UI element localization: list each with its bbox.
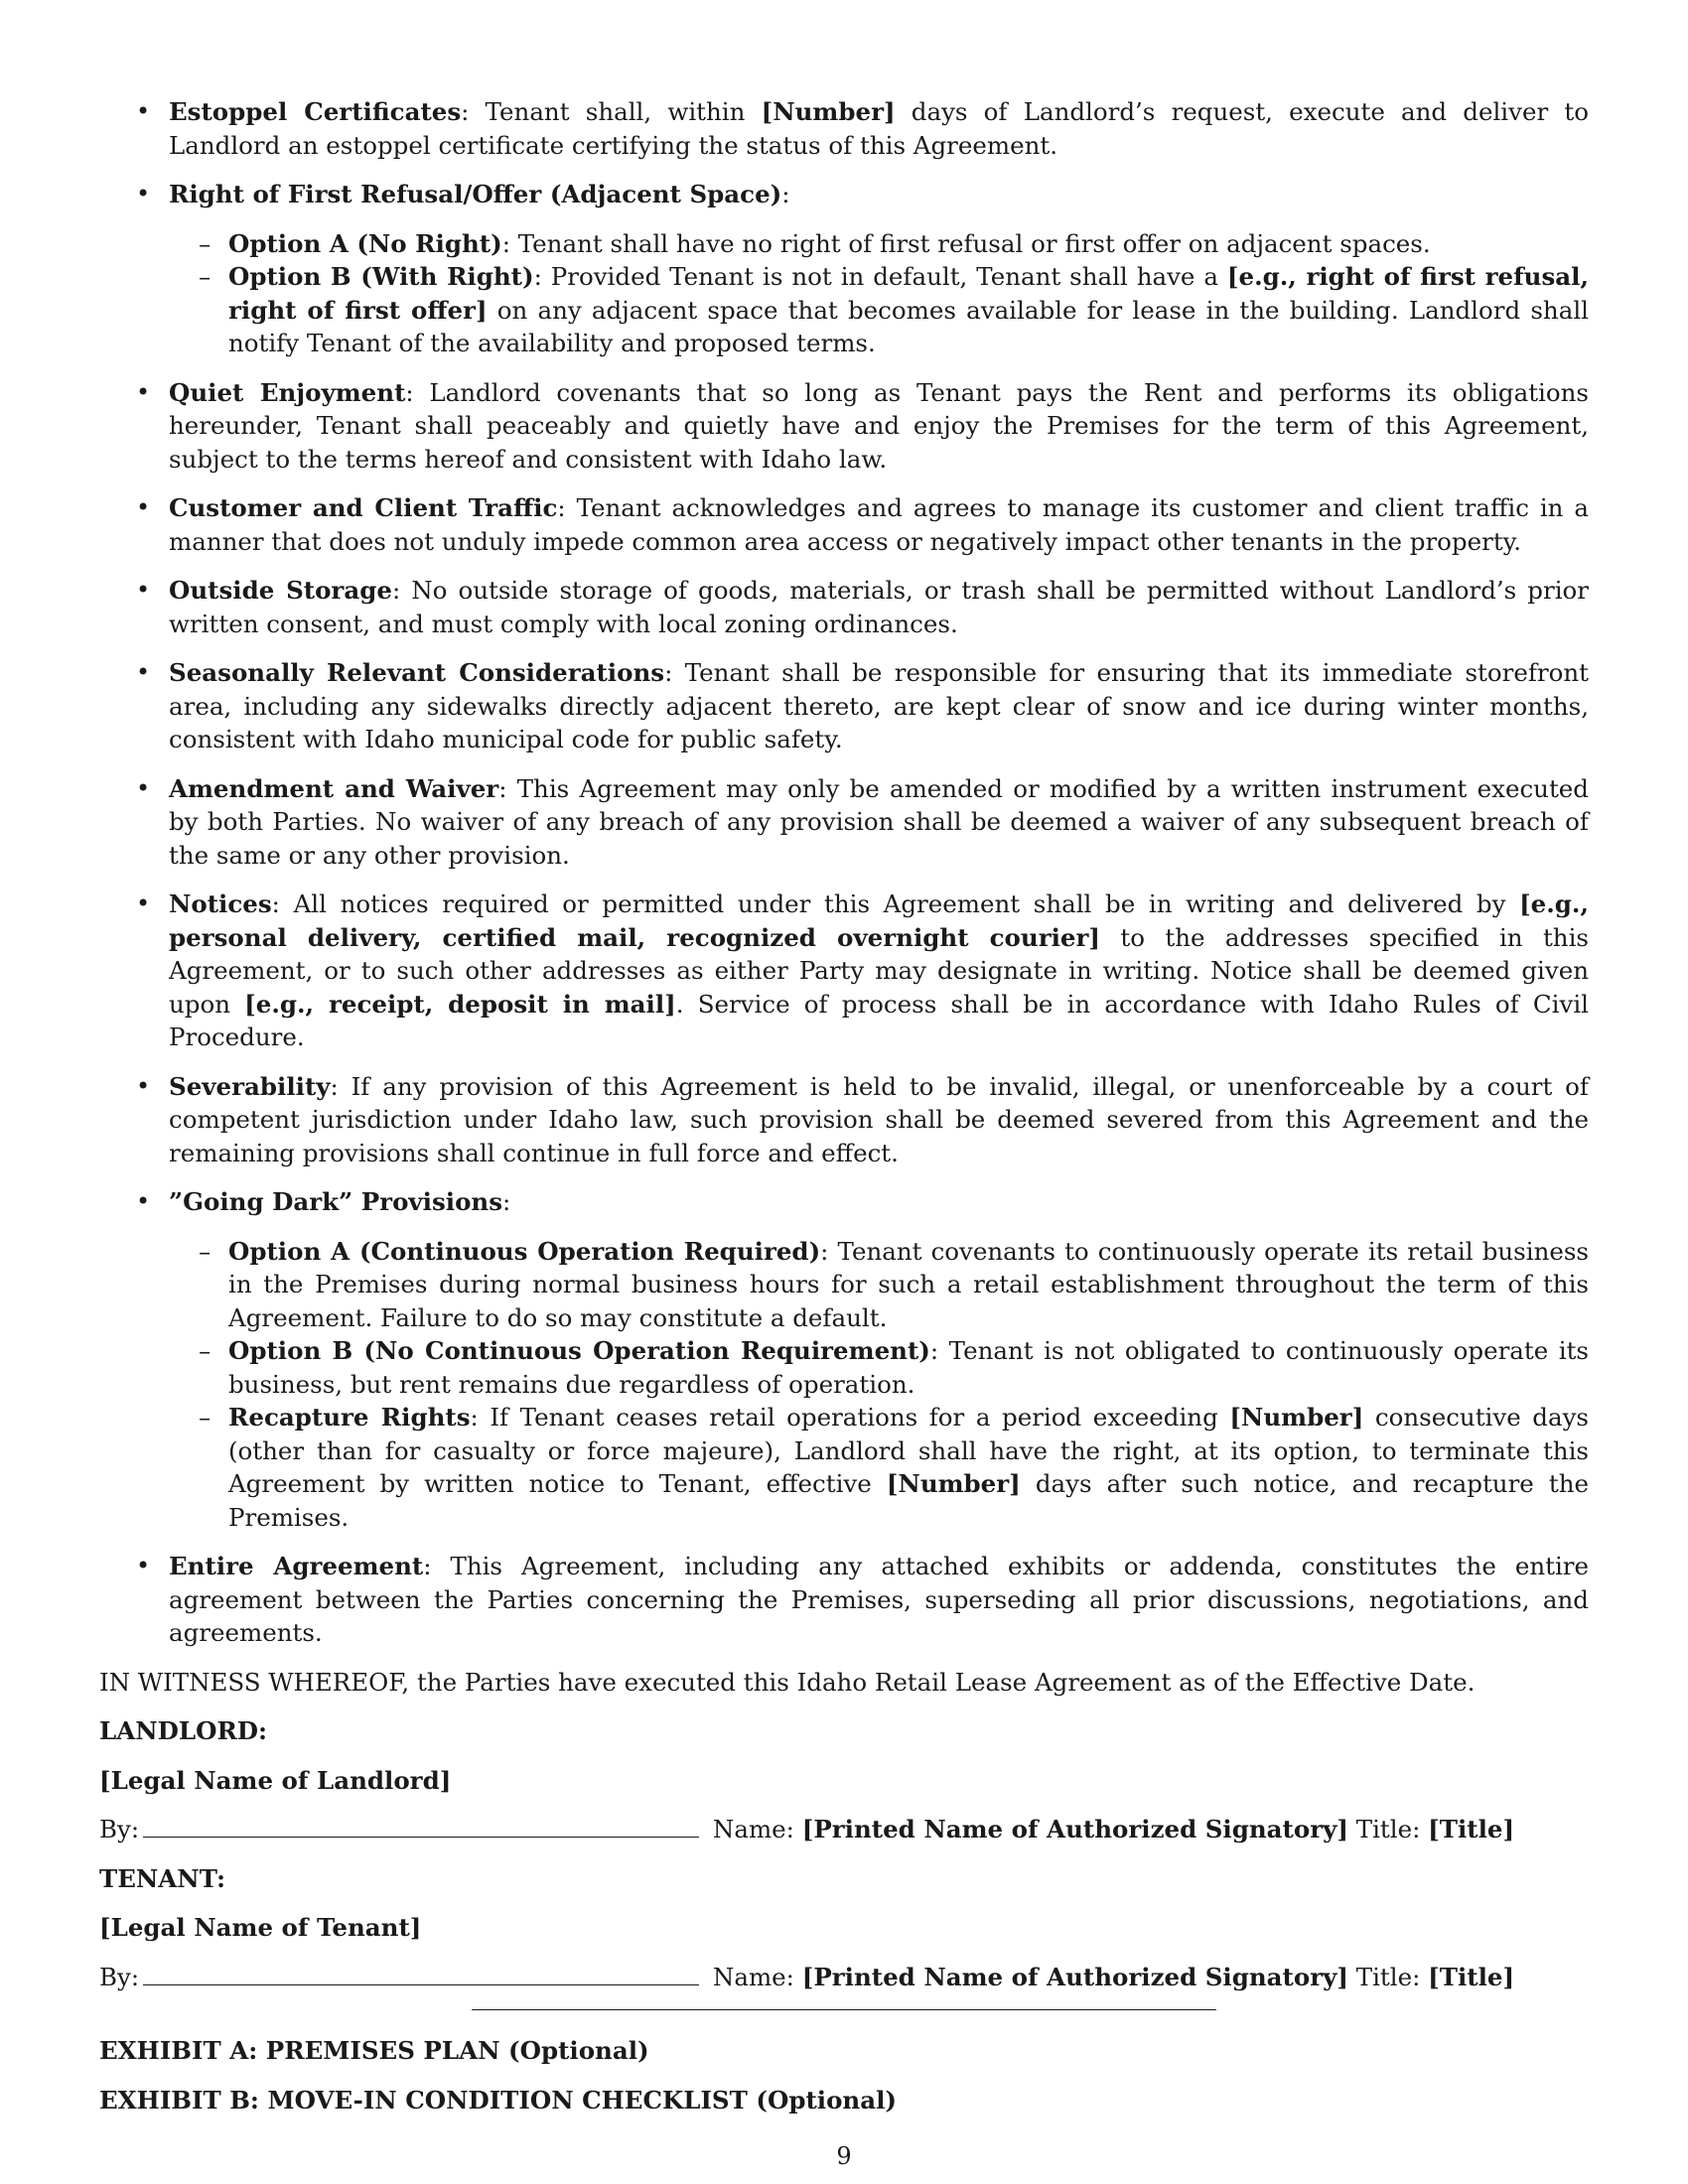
clause-label: Seasonally Relevant Considerations (169, 658, 665, 687)
option-label: Option A (Continuous Operation Required) (228, 1236, 821, 1266)
list-item-estoppel (99, 95, 1589, 162)
clause-text: : Provided Tenant is not in default, Tenant shall have a (533, 262, 1227, 291)
clause-text: : If Tenant ceases retail operations for a period exceeding (470, 1403, 1230, 1432)
tenant-signature-row (99, 1961, 1589, 1994)
clause-text: to the addresses specified in this Agreement, or to such other addresses as either Party may designate in writing. Notice shall be deemed given upon (169, 922, 1589, 1019)
landlord-legal-name: [Legal Name of Landlord] (99, 1765, 452, 1795)
list-item-customer-traffic (99, 491, 1589, 558)
placeholder-text: [Number] (886, 1469, 1021, 1498)
name-value: [Printed Name of Authorized Signatory] (801, 1962, 1348, 1991)
option-label: Option B (No Continuous Operation Requirement) (228, 1336, 930, 1365)
option-label: Option A (No Right) (228, 228, 502, 258)
title-value: [Title] (1428, 1962, 1515, 1991)
sub-list (169, 227, 1589, 360)
clause-label: Severability (169, 1071, 331, 1101)
list-item-quiet-enjoyment (99, 376, 1589, 477)
title-label: Title: (1355, 1815, 1421, 1843)
clause-label: Quiet Enjoyment (169, 377, 406, 407)
by-label: By: (99, 1815, 140, 1843)
sub-item-option-a (169, 227, 1589, 261)
exhibit-a-heading: EXHIBIT A: PREMISES PLAN (Optional) (99, 2036, 649, 2065)
signature-line[interactable] (143, 1813, 699, 1838)
clause-text: : Tenant is not obligated to continuously operate its business, but rent remains due regardless of operation. (228, 1336, 1589, 1399)
option-label: Recapture Rights (228, 1403, 471, 1432)
list-item-going-dark (99, 1185, 1589, 1534)
clause-text: : Tenant shall be responsible for ensuring that its immediate storefront area, including any sidewalks directly adjacent thereto, are kept clear of snow and ice during winter months, consistent with Idaho municipal code for public safety. (169, 658, 1589, 753)
clause-text: . Service of process shall be in accordance with Idaho Rules of Civil Procedure. (169, 989, 1590, 1051)
sub-item-option-b (169, 260, 1589, 360)
sub-item-option-b (169, 1334, 1589, 1401)
clause-label: Entire Agreement (169, 1552, 424, 1580)
sub-item-recapture (169, 1401, 1589, 1534)
landlord-signature-row (99, 1813, 1589, 1846)
clause-text: days of Landlord’s request, execute and deliver to Landlord an estoppel certificate certifying the status of this Agreement. (169, 97, 1589, 160)
name-value: [Printed Name of Authorized Signatory] (801, 1815, 1348, 1843)
clause-text: : Tenant shall, within (461, 97, 762, 126)
clause-label: Outside Storage (169, 576, 392, 605)
page-number: 9 (836, 2142, 852, 2170)
list-item-entire-agreement (99, 1550, 1589, 1650)
placeholder-text: [Number] (761, 97, 896, 126)
sub-list (169, 1235, 1589, 1535)
clause-text: : Tenant acknowledges and agrees to manage its customer and client traffic in a manner that does not unduly impede common area access or negatively impact other tenants in the property. (169, 493, 1589, 556)
placeholder-text: [e.g., personal delivery, certified mail, recognized overnight courier] (169, 889, 1589, 952)
clause-label: Right of First Refusal/Offer (Adjacent Space) (169, 180, 782, 208)
tenant-legal-name: [Legal Name of Tenant] (99, 1913, 422, 1942)
clause-text: : This Agreement, including any attached exhibits or addenda, constitutes the entire agreement between the Parties concerning the Premises, superseding all prior discussions, negotiations, and agreements. (169, 1552, 1589, 1647)
name-label: Name: (712, 1815, 794, 1843)
landlord-heading: LANDLORD: (99, 1716, 268, 1745)
title-value: [Title] (1428, 1815, 1515, 1843)
clause-text: : (781, 180, 790, 208)
signature-line[interactable] (143, 1961, 699, 1985)
exhibit-b-heading: EXHIBIT B: MOVE-IN CONDITION CHECKLIST (Optional) (99, 2085, 897, 2115)
clause-text: : If any provision of this Agreement is held to be invalid, illegal, or unenforceable by a court of competent jurisdiction under Idaho law, such provision shall be deemed severed from this Agreement and the remaining provisions shall continue in full force and effect. (169, 1071, 1589, 1167)
clause-text: days after such notice, and recapture the Premises. (228, 1469, 1589, 1532)
clause-label: Customer and Client Traffic (169, 493, 558, 522)
clause-text: : (502, 1187, 511, 1216)
title-label: Title: (1355, 1962, 1421, 1991)
clause-text: : All notices required or permitted under this Agreement shall be in writing and delivered by (271, 889, 1520, 918)
list-item-rofr (99, 178, 1589, 360)
clause-text: : Tenant covenants to continuously operate its retail business in the Premises during normal business hours for such a retail establishment throughout the term of this Agreement. Failure to do so may constitute a default. (228, 1236, 1589, 1332)
clause-label: Estoppel Certificates (169, 97, 462, 126)
clause-text: consecutive days (other than for casualty or force majeure), Landlord shall have the right, at its option, to terminate this Agreement by written notice to Tenant, effective (228, 1403, 1589, 1498)
clause-text: : This Agreement may only be amended or modified by a written instrument executed by both Parties. No waiver of any breach of any provision shall be deemed a waiver of any subsequent breach of the same or any other provision. (169, 773, 1589, 870)
document-page (99, 95, 1589, 2132)
clause-label: ”Going Dark” Provisions (169, 1187, 503, 1216)
by-label: By: (99, 1962, 140, 1991)
clause-text: : Landlord covenants that so long as Tenant pays the Rent and performs its obligations hereunder, Tenant shall peaceably and quietly have and enjoy the Premises for the term of this Agreement, subject to the terms hereof and consistent with Idaho law. (169, 377, 1589, 474)
witness-statement: IN WITNESS WHEREOF, the Parties have executed this Idaho Retail Lease Agreement as of the Effective Date. (99, 1667, 1476, 1697)
placeholder-text: [e.g., receipt, deposit in mail] (244, 989, 676, 1019)
placeholder-text: [e.g., right of first refusal, right of first offer] (228, 262, 1589, 325)
placeholder-text: [Number] (1229, 1403, 1364, 1432)
clause-text: : No outside storage of goods, materials, or trash shall be permitted without Landlord’s prior written consent, and must comply with local zoning ordinances. (169, 576, 1589, 638)
sub-item-option-a (169, 1235, 1589, 1335)
clause-text: on any adjacent space that becomes available for lease in the building. Landlord shall notify Tenant of the availability and proposed terms. (228, 295, 1589, 357)
list-item-notices (99, 887, 1589, 1054)
name-label: Name: (712, 1962, 794, 1991)
clause-text: : Tenant shall have no right of first refusal or first offer on adjacent spaces. (501, 228, 1431, 258)
list-item-outside-storage (99, 574, 1589, 640)
list-item-severability (99, 1070, 1589, 1170)
clause-label: Amendment and Waiver (169, 773, 499, 803)
list-item-seasonal (99, 656, 1589, 756)
tenant-heading: TENANT: (99, 1863, 226, 1893)
clause-label: Notices (169, 889, 272, 918)
option-label: Option B (With Right) (228, 262, 534, 291)
section-divider (472, 2009, 1216, 2010)
list-item-amendment (99, 772, 1589, 873)
clause-list (99, 95, 1589, 1650)
